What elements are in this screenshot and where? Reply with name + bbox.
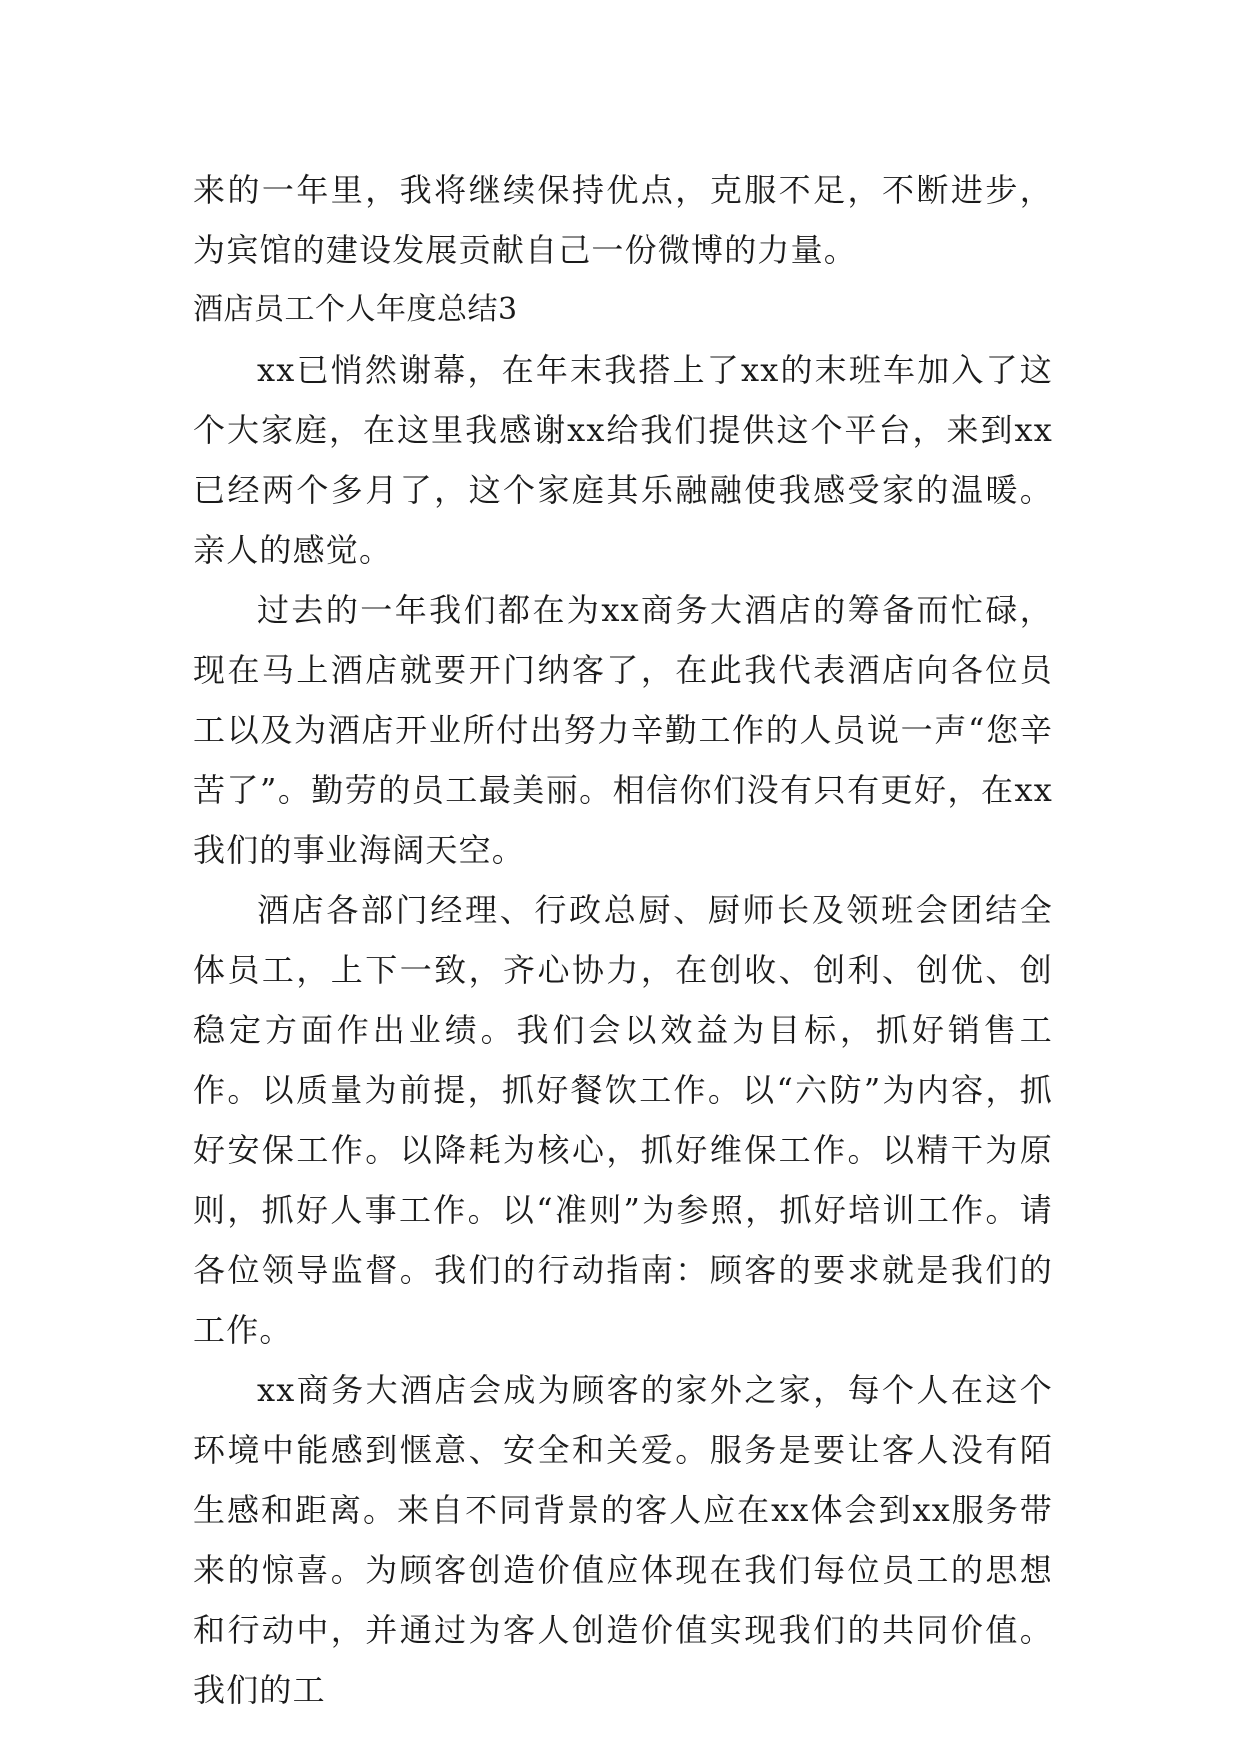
paragraph-continuation: 来的一年里，我将继续保持优点，克服不足，不断进步，为宾馆的建设发展贡献自己一份微博的力量。 [193,171,1053,269]
paragraph: xx商务大酒店会成为顾客的家外之家，每个人在这个环境中能感到惬意、安全和关爱。服务是要让客人没有陌生感和距离。来自不同背景的客人应在xx体会到xx服务带来的惊喜。为顾客创造价值应体现在我们每位员工的思想和行动中，并通过为客人创造价值实现我们的共同价值。我们的工 [193,1371,1053,1709]
paragraph: 过去的一年我们都在为xx商务大酒店的筹备而忙碌，现在马上酒店就要开门纳客了，在此我代表酒店向各位员工以及为酒店开业所付出努力辛勤工作的人员说一声“您辛苦了”。勤劳的员工最美丽。相信你们没有只有更好，在xx我们的事业海阔天空。 [193,591,1053,869]
section-heading: 酒店员工个人年度总结3 [193,292,518,327]
paragraph: xx已悄然谢幕，在年末我搭上了xx的末班车加入了这个大家庭，在这里我感谢xx给我们提供这个平台，来到xx已经两个多月了，这个家庭其乐融融使我感受家的温暖。亲人的感觉。 [193,351,1053,569]
document-body [193,160,1053,1720]
paragraph: 酒店各部门经理、行政总厨、厨师长及领班会团结全体员工，上下一致，齐心协力，在创收、创利、创优、创稳定方面作出业绩。我们会以效益为目标，抓好销售工作。以质量为前提，抓好餐饮工作。以“六防”为内容，抓好安保工作。以降耗为核心，抓好维保工作。以精干为原则，抓好人事工作。以“准则”为参照，抓好培训工作。请各位领导监督。我们的行动指南：顾客的要求就是我们的工作。 [193,891,1053,1349]
